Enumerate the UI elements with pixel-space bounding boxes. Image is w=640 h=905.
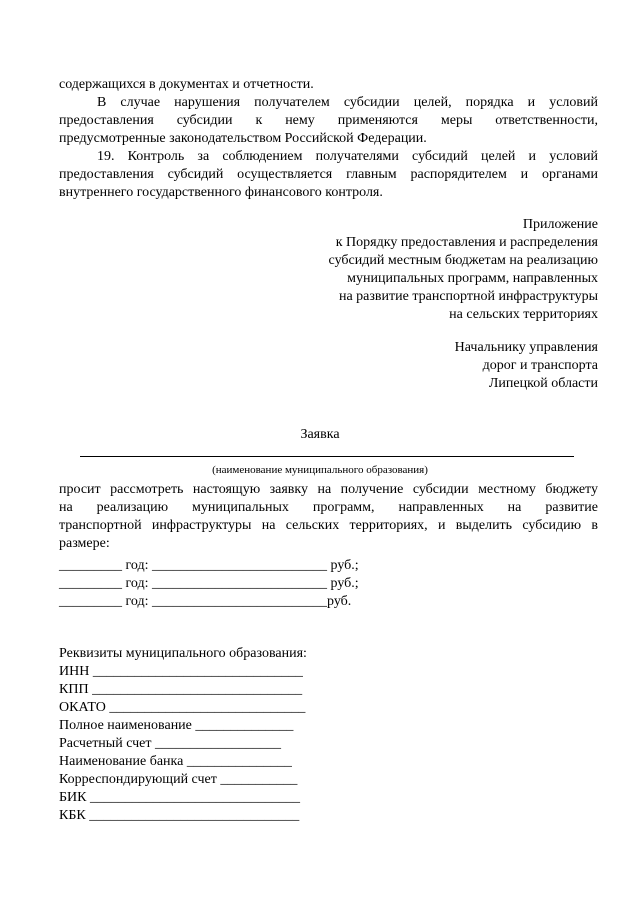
requisite-field-kpp[interactable]: [59, 681, 302, 699]
appendix-line: к Порядку предоставления и распределения: [335, 235, 598, 250]
paragraph-line: предусмотренные законодательством Российской Федерации.: [59, 131, 427, 146]
addressee-line: Липецкой области: [488, 376, 598, 391]
field-label: КБК: [59, 808, 86, 823]
request-line: просит рассмотреть настоящую заявку на получение субсидии местному бюджету: [59, 482, 598, 497]
year-blank[interactable]: _________: [59, 576, 122, 591]
amount-blank[interactable]: _________________________: [152, 576, 328, 591]
request-line: на реализацию муниципальных программ, направленных на развитие: [59, 500, 598, 515]
amount-row[interactable]: [59, 557, 359, 575]
application-title: Заявка: [300, 427, 340, 442]
field-blank[interactable]: _______________: [183, 754, 292, 769]
requisites-heading: Реквизиты муниципального образования:: [59, 646, 307, 661]
requisite-field-okato[interactable]: [59, 699, 305, 717]
requisite-field-kbk[interactable]: [59, 807, 299, 825]
appendix-line: субсидий местным бюджетам на реализацию: [328, 253, 598, 268]
appendix-line: муниципальных программ, направленных: [347, 271, 598, 286]
field-blank[interactable]: ____________________________: [105, 700, 306, 715]
field-label: ИНН: [59, 664, 90, 679]
appendix-line: на сельских территориях: [449, 307, 598, 322]
field-caption: (наименование муниципального образования): [212, 464, 428, 476]
year-blank[interactable]: _________: [59, 594, 122, 609]
paragraph-line: внутреннего государственного финансового контроля.: [59, 185, 383, 200]
paragraph-line: В случае нарушения получателем субсидии целей, порядка и условий: [97, 95, 598, 110]
requisite-field-account[interactable]: [59, 735, 281, 753]
field-blank[interactable]: ______________________________: [86, 790, 300, 805]
requisite-field-corr-account[interactable]: [59, 771, 297, 789]
year-blank[interactable]: _________: [59, 558, 122, 573]
currency-label: руб.: [327, 594, 352, 609]
currency-label: руб.;: [327, 558, 359, 573]
amount-row[interactable]: [59, 575, 359, 593]
addressee-line: дорог и транспорта: [482, 358, 598, 373]
year-label: год:: [122, 594, 153, 609]
field-label: Полное наименование: [59, 718, 192, 733]
requisite-field-bank-name[interactable]: [59, 753, 292, 771]
paragraph-line: содержащихся в документах и отчетности.: [59, 77, 314, 92]
requisite-field-inn[interactable]: [59, 663, 303, 681]
field-blank[interactable]: ___________: [216, 772, 298, 787]
field-label: ОКАТО: [59, 700, 106, 715]
paragraph-line: предоставления субсидии к нему применяются меры ответственности,: [59, 113, 598, 128]
amount-row[interactable]: [59, 593, 351, 611]
year-label: год:: [122, 576, 153, 591]
currency-label: руб.;: [327, 576, 359, 591]
requisite-field-full-name[interactable]: [59, 717, 293, 735]
field-label: КПП: [59, 682, 89, 697]
field-blank[interactable]: __________________: [151, 736, 282, 751]
paragraph-line: 19. Контроль за соблюдением получателями субсидий целей и условий: [97, 149, 598, 164]
amount-blank[interactable]: _________________________: [152, 558, 328, 573]
municipality-name-field[interactable]: [80, 456, 574, 457]
field-blank[interactable]: ______________: [191, 718, 294, 733]
field-label: БИК: [59, 790, 87, 805]
field-label: Расчетный счет: [59, 736, 152, 751]
field-blank[interactable]: ______________________________: [88, 682, 303, 697]
field-blank[interactable]: ______________________________: [85, 808, 300, 823]
year-label: год:: [122, 558, 153, 573]
appendix-line: на развитие транспортной инфраструктуры: [338, 289, 598, 304]
request-line: размере:: [59, 536, 110, 551]
paragraph-line: предоставления субсидий осуществляется главным распорядителем и органами: [59, 167, 598, 182]
requisite-field-bik[interactable]: [59, 789, 300, 807]
addressee-line: Начальнику управления: [454, 340, 598, 355]
request-line: транспортной инфраструктуры на сельских территориях, и выделить субсидию в: [59, 518, 598, 533]
field-label: Наименование банка: [59, 754, 184, 769]
amount-blank[interactable]: _________________________: [152, 594, 328, 609]
field-label: Корреспондирующий счет: [59, 772, 217, 787]
appendix-line: Приложение: [522, 217, 598, 232]
field-blank[interactable]: ______________________________: [89, 664, 303, 679]
